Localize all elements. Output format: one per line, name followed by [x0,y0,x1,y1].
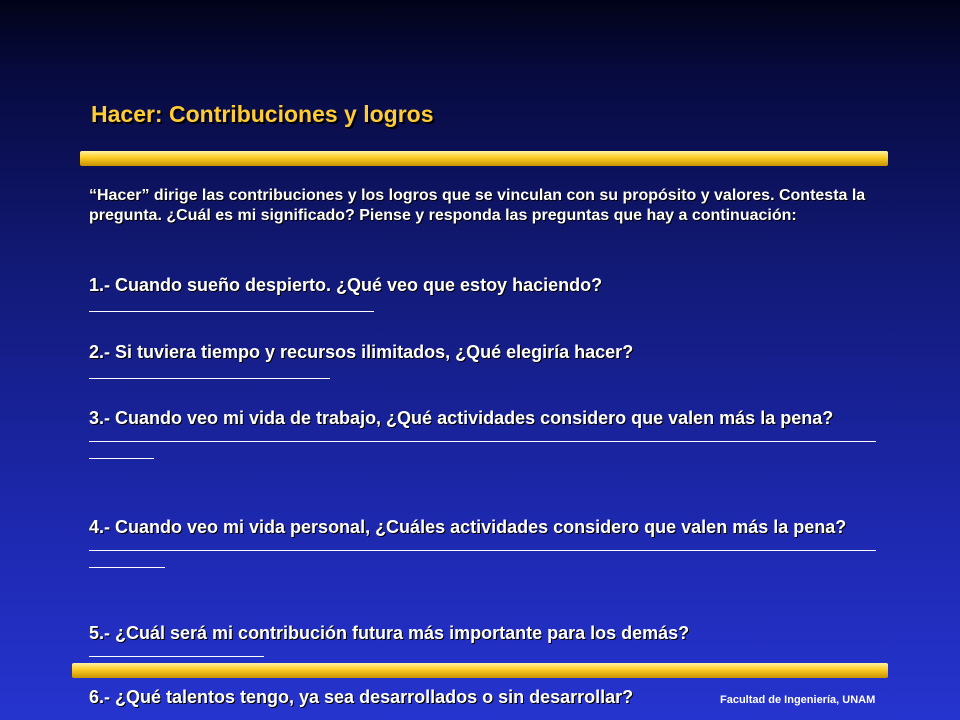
intro-text: “Hacer” dirige las contribuciones y los logros que se vinculan con su propósito y valores. Contesta la pregunta. ¿Cuál es mi significado? Piense y responda las preguntas que hay a continuación: [89,187,866,224]
answer-line-3b [89,442,154,459]
gold-divider-bottom [72,663,888,678]
answer-line-4a [89,538,876,551]
answer-line-5 [89,644,264,657]
question-5-text: 5.- ¿Cuál será mi contribución futura más importante para los demás? [89,623,690,643]
question-1-text: 1.- Cuando sueño despierto. ¿Qué veo que estoy haciendo? [89,275,603,295]
question-5 [89,622,885,657]
gold-divider-top [80,151,888,166]
answer-line-1 [89,296,374,312]
answer-line-4b [89,551,165,568]
question-4 [89,516,885,568]
intro-block [89,186,885,226]
question-3 [89,407,885,459]
slide-title: Hacer: Contribuciones y logros [91,101,434,127]
question-2-text: 2.- Si tuviera tiempo y recursos ilimitados, ¿Qué elegiría hacer? [89,342,634,362]
question-1 [89,274,885,312]
answer-line-2 [89,363,330,379]
question-3-text: 3.- Cuando veo mi vida de trabajo, ¿Qué actividades considero que valen más la pena? [89,408,834,428]
question-4-text: 4.- Cuando veo mi vida personal, ¿Cuáles actividades considero que valen más la pena? [89,517,847,537]
question-6-text: 6.- ¿Qué talentos tengo, ya sea desarrollados o sin desarrollar? [89,687,634,707]
answer-line-3a [89,429,876,442]
question-2 [89,341,885,379]
footer-institution: Facultad de Ingeniería, UNAM [720,694,876,706]
